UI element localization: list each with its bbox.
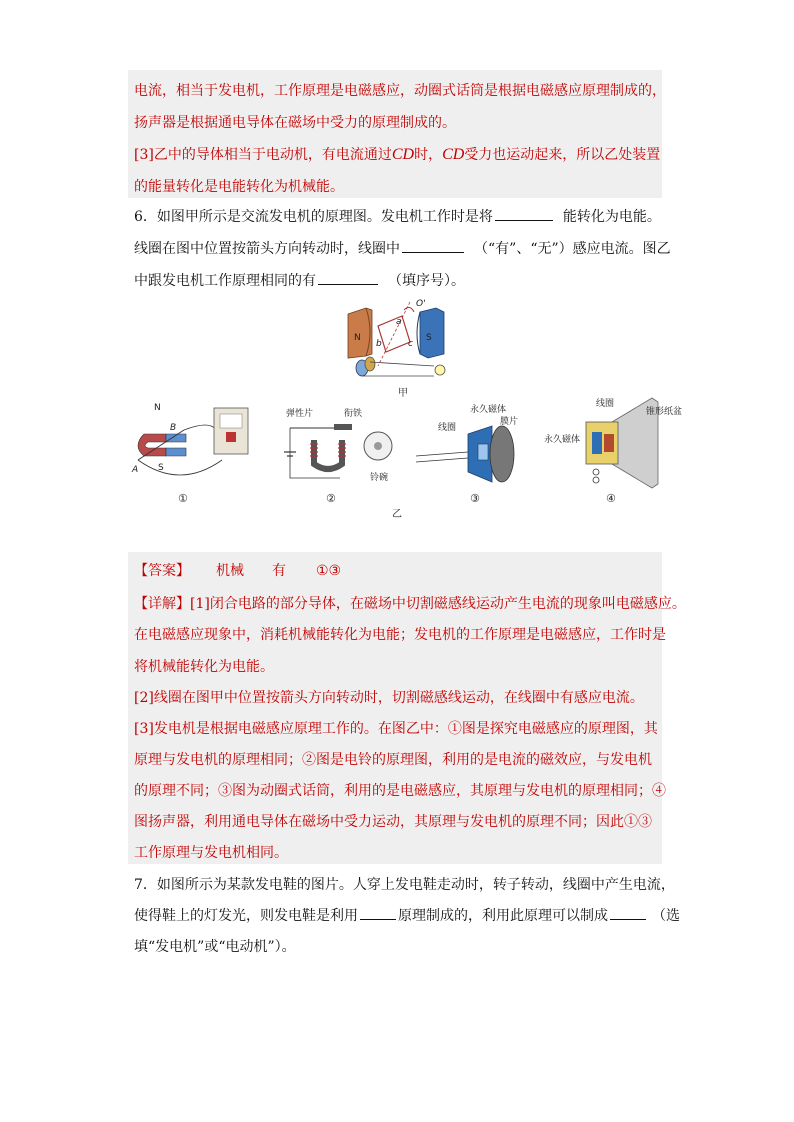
figure-yi-4-loudspeaker	[542, 392, 692, 492]
q6-line-3: 中跟发电机工作原理相同的有 （填序号）。	[134, 270, 465, 290]
bell-center	[374, 442, 382, 450]
q6-blank-2[interactable]	[402, 238, 464, 253]
circuit-wire	[184, 425, 216, 430]
answer-3: ①③	[316, 563, 342, 579]
membrane	[490, 426, 514, 482]
q7-blank-1[interactable]	[360, 905, 396, 920]
label-magnet: 永久磁体	[470, 405, 507, 415]
label-n2: N	[154, 403, 161, 413]
q7-blank-2[interactable]	[610, 905, 646, 920]
slip-ring	[365, 357, 375, 371]
label-a-upper: A	[132, 465, 139, 475]
figure-yi-3-dynamic-microphone	[412, 400, 524, 486]
terminal-icon	[593, 477, 599, 483]
detail-line-7: 的原理不同；③图为动圈式话筒，利用的是电磁感应，其原理与发电机的原理相同；④	[134, 783, 666, 799]
detail-line-1: 【详解】[1]闭合电路的部分导体，在磁场中切割磁感线运动产生电流的现象叫电磁感应。	[134, 596, 686, 612]
u-magnet-arm	[166, 448, 186, 456]
label-n: N	[354, 333, 361, 343]
label-o-prime: O'	[416, 299, 426, 309]
figure-number-1: ①	[178, 492, 188, 505]
answer-tag: 【答案】	[134, 563, 190, 579]
label-magnet-4: 永久磁体	[544, 435, 581, 445]
answer-6	[128, 552, 686, 864]
figure-jia-ac-generator	[340, 296, 460, 392]
galvanometer-dial	[220, 414, 242, 428]
caption-jia: 甲	[398, 388, 408, 399]
label-b: b	[376, 339, 382, 349]
lead-wire	[416, 452, 468, 456]
figure-number-2: ②	[326, 492, 336, 505]
circuit-wire	[138, 460, 222, 475]
lead-wire	[416, 458, 468, 462]
label-b-upper: B	[170, 423, 177, 433]
detail-line-6: 原理与发电机的原理相同；②图是电铃的原理图，利用的是电流的磁效应，与发电机	[134, 752, 652, 768]
permanent-magnet	[592, 432, 602, 454]
rotation-axis	[378, 302, 410, 366]
figure-number-4: ④	[606, 492, 616, 505]
label-armature: 衔铁	[344, 409, 363, 419]
label-membrane: 膜片	[500, 417, 519, 427]
label-spring: 弹性片	[286, 409, 314, 419]
answer-6-line	[134, 560, 341, 580]
label-s2: S	[158, 463, 164, 473]
label-bell: 铃碗	[370, 473, 389, 483]
label-c: c	[408, 339, 413, 349]
label-s: S	[426, 333, 432, 343]
continuation-line-4: 的能量转化是电能转化为机械能。	[134, 179, 344, 195]
s-pole-magnet	[420, 308, 444, 358]
detail-line-9: 工作原理与发电机相同。	[134, 845, 288, 861]
figure-yi-1-induction-experiment	[130, 400, 252, 484]
voice-coil	[604, 434, 614, 452]
question-6	[128, 200, 671, 292]
bulb-icon	[435, 365, 445, 375]
q6-blank-1[interactable]	[495, 206, 553, 221]
detail-line-2: 在电磁感应现象中，消耗机械能转化为电能；发电机的工作原理是电磁感应，工作时是	[134, 627, 666, 643]
detail-line-8: 图扬声器，利用通电导体在磁场中受力运动，其原理与发电机的原理不同；因此①③	[134, 814, 652, 830]
galvanometer-body	[226, 432, 236, 442]
armature	[334, 424, 352, 430]
label-coil-4: 线圈	[596, 399, 615, 409]
q7-line-1: 7．如图所示为某款发电鞋的图片。人穿上发电鞋走动时，转子转动，线圈中产生电流，	[134, 877, 675, 893]
caption-yi: 乙	[392, 509, 402, 520]
electromagnet-core	[314, 440, 342, 469]
q6-line-2: 线圈在图中位置按箭头方向转动时，线圈中 （“有”、“无”）感应电流。图乙	[134, 238, 671, 258]
label-a: a	[396, 317, 402, 327]
figure-number-3: ③	[470, 492, 480, 505]
terminal-icon	[593, 469, 599, 475]
q6-blank-3[interactable]	[318, 270, 378, 285]
continuation-line-3: [3]乙中的导体相当于电动机，有电流通过CD时，CD受力也运动起来，所以乙处装置	[134, 146, 661, 163]
s-pole-face	[417, 312, 420, 354]
label-coil: 线圈	[438, 423, 457, 433]
detail-line-5: [3]发电机是根据电磁感应原理工作的。在图乙中：①图是探究电磁感应的原理图，其	[134, 721, 658, 737]
question-7	[128, 866, 680, 962]
continuation-line-1: 电流，相当于发电机，工作原理是电磁感应，动圈式话筒是根据电磁感应原理制成的，	[134, 83, 666, 99]
q7-line-3: 填“发电机”或“电动机”）。	[134, 939, 296, 955]
circuit-wire	[370, 362, 434, 366]
figure-yi-2-electric-bell	[270, 400, 400, 486]
coil-block	[478, 444, 488, 460]
detail-line-3: 将机械能转化为电能。	[134, 659, 274, 675]
label-cone: 锥形纸盆	[646, 407, 683, 417]
answer-1: 机械	[216, 563, 244, 579]
q7-line-2: 使得鞋上的灯发光，则发电鞋是利用 原理制成的，利用此原理可以制成 （选	[134, 905, 680, 925]
continuation-line-2: 扬声器是根据通电导体在磁场中受力的原理制成的。	[134, 115, 456, 131]
q6-line-1: 6．如图甲所示是交流发电机的原理图。发电机工作时是将 能转化为电能。	[134, 206, 661, 226]
answer-2: 有	[272, 563, 286, 579]
previous-answer-continuation	[128, 70, 666, 198]
detail-line-4: [2]线圈在图甲中位置按箭头方向转动时，切割磁感线运动，在线圈中有感应电流。	[134, 690, 644, 706]
